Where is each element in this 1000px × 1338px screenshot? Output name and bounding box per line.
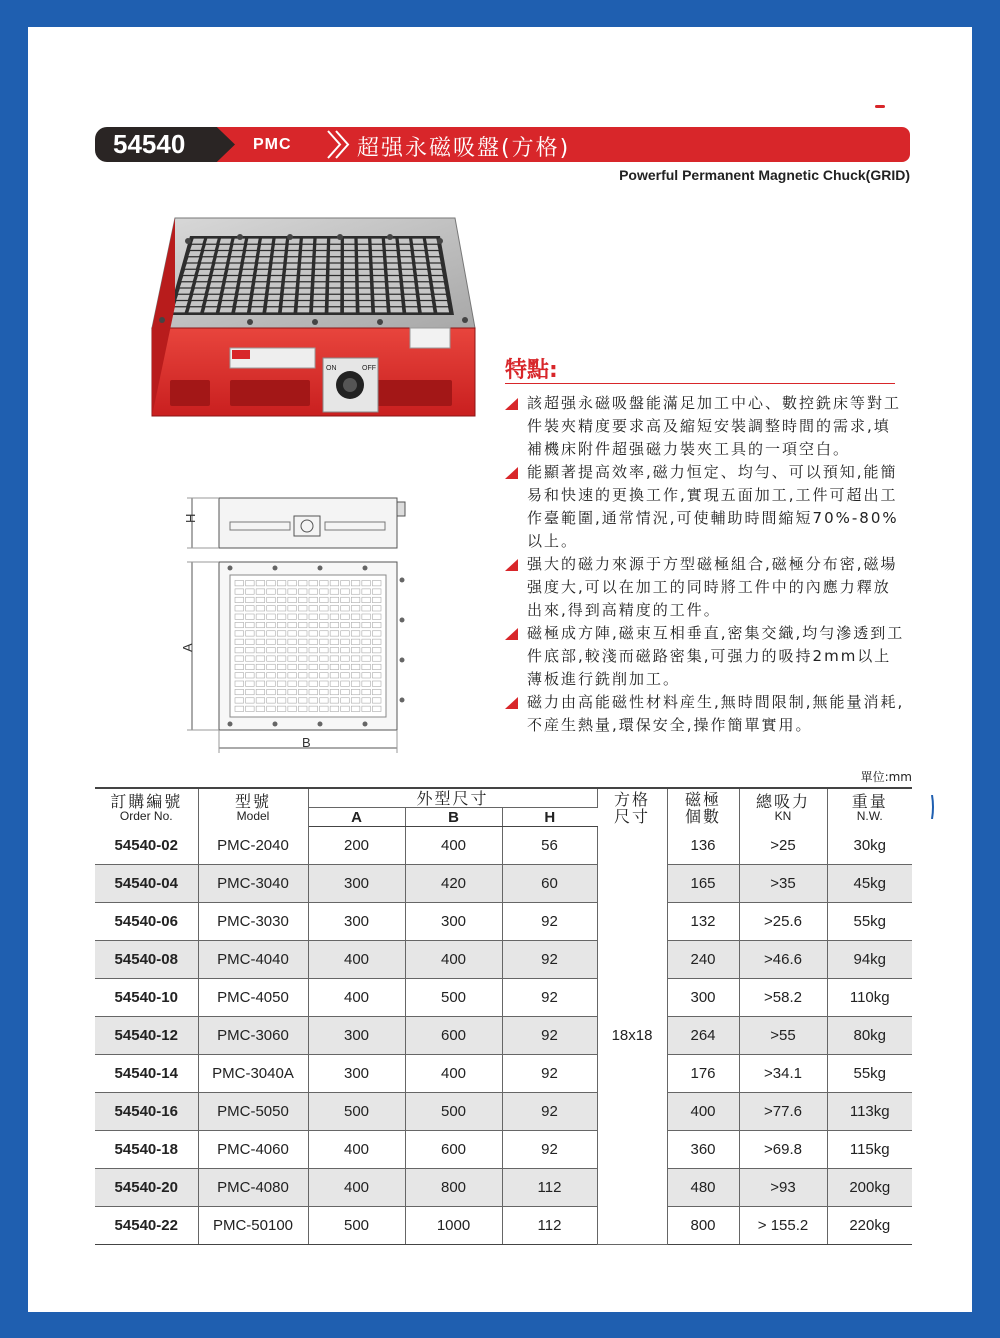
col-grid-size: 方格 尺寸 (597, 788, 667, 827)
col-model: 型號 Model (198, 788, 308, 827)
cell-model: PMC-50100 (198, 1207, 308, 1245)
cell-b: 800 (405, 1169, 502, 1207)
col-poles: 磁極 個數 (667, 788, 739, 827)
cell-force: >69.8 (739, 1131, 827, 1169)
cell-order: 54540-04 (95, 865, 198, 903)
cell-b: 400 (405, 827, 502, 865)
dim-a-label: A (180, 643, 195, 652)
cell-weight: 80kg (827, 1017, 912, 1055)
cell-force: >58.2 (739, 979, 827, 1017)
cell-poles: 136 (667, 827, 739, 865)
cell-model: PMC-4080 (198, 1169, 308, 1207)
cell-b: 500 (405, 1093, 502, 1131)
triangle-bullet-icon (505, 559, 518, 571)
product-title-cn: 超强永磁吸盤(方格) (357, 136, 571, 161)
header-band (95, 127, 910, 162)
feature-text: 該超强永磁吸盤能滿足加工中心、數控銑床等對工件裝夾精度要求高及縮短安裝調整時間的需求,填補機床附件超强磁力裝夾工具的一項空白。 (527, 394, 902, 458)
table-row (95, 1207, 912, 1245)
cell-b: 400 (405, 941, 502, 979)
cell-poles: 480 (667, 1169, 739, 1207)
cell-model: PMC-5050 (198, 1093, 308, 1131)
features-divider (505, 383, 895, 384)
cell-force: >77.6 (739, 1093, 827, 1131)
dimension-drawing (170, 490, 420, 755)
table-row (95, 1017, 912, 1055)
cell-h: 56 (502, 827, 597, 865)
cell-a: 400 (308, 1131, 405, 1169)
chevron-right-icon (333, 130, 351, 159)
cell-model: PMC-2040 (198, 827, 308, 865)
cell-poles: 300 (667, 979, 739, 1017)
col-order: 訂購編號 Order No. (95, 788, 198, 827)
dim-b-label: B (302, 735, 311, 750)
table-row (95, 979, 912, 1017)
feature-text: 强大的磁力來源于方型磁極組合,磁極分布密,磁場强度大,可以在加工的同時將工件中的內應力釋放出來,得到高精度的工件。 (527, 555, 898, 619)
col-b: B (405, 808, 502, 827)
cell-weight: 200kg (827, 1169, 912, 1207)
triangle-bullet-icon (505, 697, 518, 709)
col-h: H (502, 808, 597, 827)
table-row (95, 1169, 912, 1207)
feature-item (505, 553, 905, 622)
cell-weight: 30kg (827, 827, 912, 865)
cell-force: >35 (739, 865, 827, 903)
cell-order: 54540-02 (95, 827, 198, 865)
cell-h: 92 (502, 1131, 597, 1169)
cell-b: 500 (405, 979, 502, 1017)
cell-weight: 55kg (827, 903, 912, 941)
cell-h: 112 (502, 1207, 597, 1245)
cell-a: 400 (308, 1169, 405, 1207)
feature-text: 能顯著提高效率,磁力恒定、均勻、可以預知,能簡易和快速的更換工作,實現五面加工,工件可超出工作臺範圍,通常情況,可使輔助時間縮短70%-80%以上。 (527, 463, 899, 550)
cell-poles: 240 (667, 941, 739, 979)
table-row (95, 1131, 912, 1169)
cell-b: 400 (405, 1055, 502, 1093)
feature-item (505, 691, 905, 737)
cell-model: PMC-3040A (198, 1055, 308, 1093)
cell-weight: 115kg (827, 1131, 912, 1169)
cell-h: 92 (502, 1055, 597, 1093)
cell-model: PMC-3040 (198, 865, 308, 903)
cell-h: 92 (502, 1017, 597, 1055)
triangle-bullet-icon (505, 467, 518, 479)
cell-order: 54540-14 (95, 1055, 198, 1093)
cell-force: >34.1 (739, 1055, 827, 1093)
col-weight: 重量 N.W. (827, 788, 912, 827)
cell-force: >25 (739, 827, 827, 865)
cell-a: 500 (308, 1207, 405, 1245)
cell-model: PMC-4050 (198, 979, 308, 1017)
cell-order: 54540-18 (95, 1131, 198, 1169)
cell-poles: 264 (667, 1017, 739, 1055)
decorative-tick (875, 105, 885, 108)
cell-poles: 800 (667, 1207, 739, 1245)
cell-a: 300 (308, 865, 405, 903)
switch-off-label: OFF (362, 365, 376, 372)
cell-order: 54540-08 (95, 941, 198, 979)
cell-weight: 113kg (827, 1093, 912, 1131)
triangle-bullet-icon (505, 628, 518, 640)
feature-item (505, 461, 905, 553)
cell-poles: 132 (667, 903, 739, 941)
table-row (95, 903, 912, 941)
cell-h: 60 (502, 865, 597, 903)
cell-poles: 400 (667, 1093, 739, 1131)
cell-a: 500 (308, 1093, 405, 1131)
product-code: 54540 (113, 129, 186, 159)
cell-force: >46.6 (739, 941, 827, 979)
cell-a: 400 (308, 941, 405, 979)
cell-weight: 94kg (827, 941, 912, 979)
cell-h: 92 (502, 903, 597, 941)
cell-order: 54540-12 (95, 1017, 198, 1055)
cell-force: >93 (739, 1169, 827, 1207)
cell-b: 420 (405, 865, 502, 903)
cell-h: 92 (502, 1093, 597, 1131)
cell-h: 112 (502, 1169, 597, 1207)
cell-order: 54540-10 (95, 979, 198, 1017)
cell-poles: 176 (667, 1055, 739, 1093)
features-title: 特點: (505, 358, 558, 383)
cell-a: 300 (308, 1055, 405, 1093)
cell-model: PMC-4060 (198, 1131, 308, 1169)
cell-b: 600 (405, 1131, 502, 1169)
features-list (505, 392, 905, 737)
table-row (95, 865, 912, 903)
cell-b: 600 (405, 1017, 502, 1055)
cell-a: 200 (308, 827, 405, 865)
cell-weight: 55kg (827, 1055, 912, 1093)
cell-model: PMC-3030 (198, 903, 308, 941)
cell-order: 54540-20 (95, 1169, 198, 1207)
col-force: 總吸力 KN (739, 788, 827, 827)
col-a: A (308, 808, 405, 827)
triangle-bullet-icon (505, 398, 518, 410)
cell-poles: 165 (667, 865, 739, 903)
cell-poles: 360 (667, 1131, 739, 1169)
feature-item (505, 622, 905, 691)
switch-on-label: ON (326, 365, 337, 372)
cell-h: 92 (502, 979, 597, 1017)
cell-weight: 45kg (827, 865, 912, 903)
feature-text: 磁力由高能磁性材料産生,無時間限制,無能量消耗,不産生熱量,環保安全,操作簡單實用。 (527, 693, 905, 734)
cell-h: 92 (502, 941, 597, 979)
cell-b: 1000 (405, 1207, 502, 1245)
table-row (95, 1055, 912, 1093)
product-title-en: Powerful Permanent Magnetic Chuck(GRID) (619, 167, 910, 183)
table-row (95, 941, 912, 979)
cell-order: 54540-22 (95, 1207, 198, 1245)
spec-table (95, 787, 912, 1245)
col-dimensions: 外型尺寸 (308, 788, 597, 808)
unit-label: 單位:mm (860, 770, 912, 784)
cell-order: 54540-16 (95, 1093, 198, 1131)
dim-h-label: H (183, 513, 198, 523)
decorative-mark (930, 795, 934, 819)
cell-weight: 110kg (827, 979, 912, 1017)
cell-b: 300 (405, 903, 502, 941)
cell-order: 54540-06 (95, 903, 198, 941)
cell-a: 300 (308, 1017, 405, 1055)
feature-text: 磁極成方陣,磁束互相垂直,密集交織,均勻滲透到工件底部,較淺而磁路密集,可强力的吸持2mm以上薄板進行銑削加工。 (527, 624, 905, 688)
feature-item (505, 392, 905, 461)
cell-grid-size: 18x18 (597, 827, 667, 1245)
series-label: PMC (253, 136, 292, 153)
cell-weight: 220kg (827, 1207, 912, 1245)
cell-model: PMC-3060 (198, 1017, 308, 1055)
table-row (95, 1093, 912, 1131)
cell-force: > 155.2 (739, 1207, 827, 1245)
cell-force: >25.6 (739, 903, 827, 941)
cell-a: 300 (308, 903, 405, 941)
cell-model: PMC-4040 (198, 941, 308, 979)
cell-force: >55 (739, 1017, 827, 1055)
table-row (95, 827, 912, 865)
product-image (140, 210, 485, 425)
cell-a: 400 (308, 979, 405, 1017)
